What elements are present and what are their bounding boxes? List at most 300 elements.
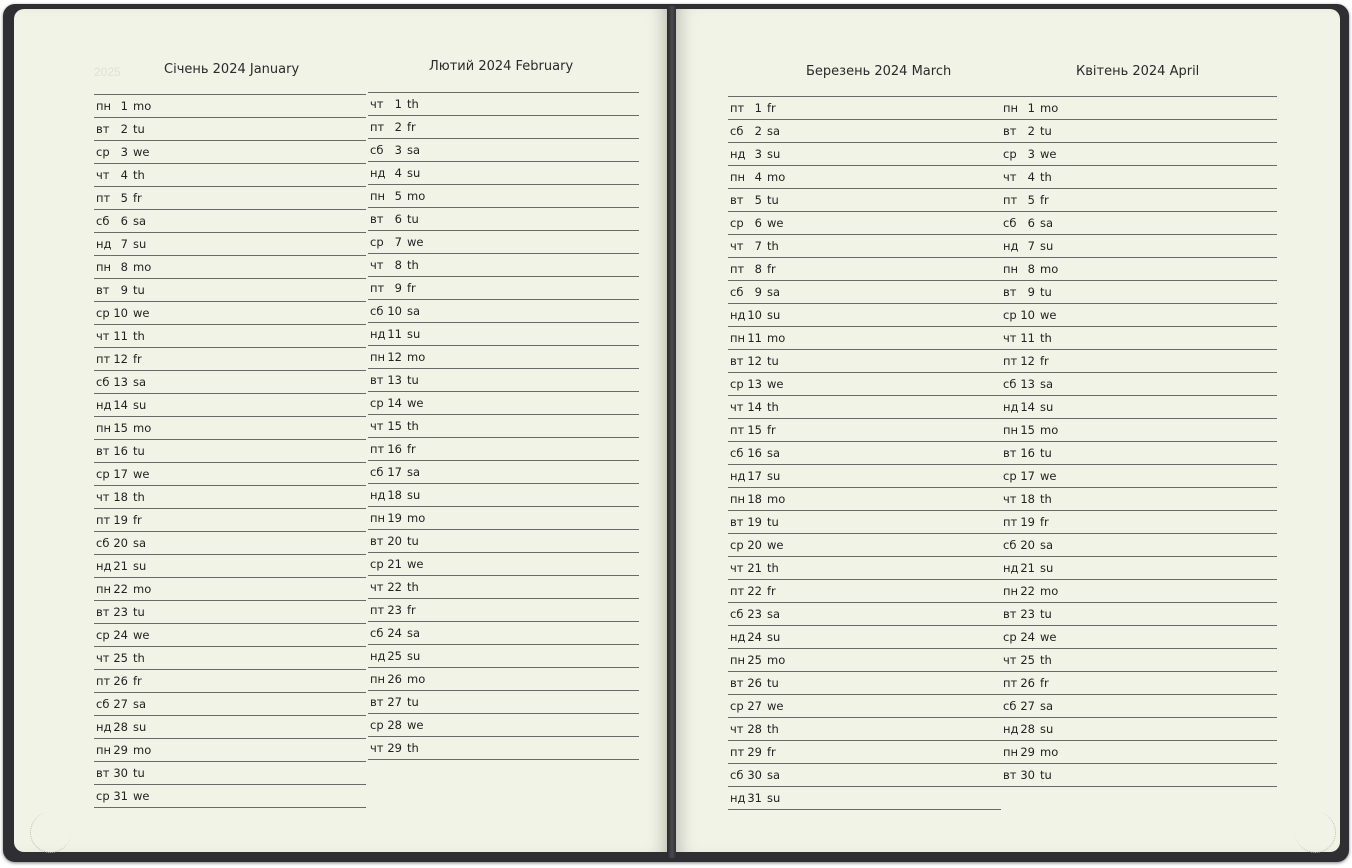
day-row[interactable] [728, 740, 1001, 764]
day-row[interactable] [728, 579, 1001, 603]
day-row[interactable] [368, 621, 639, 645]
day-row[interactable] [94, 94, 366, 118]
weekday-en: su [767, 308, 781, 322]
day-row[interactable] [368, 437, 639, 461]
day-row[interactable] [94, 692, 366, 716]
day-number: 23 [113, 605, 128, 619]
weekday-en: mo [133, 260, 152, 274]
weekday-ua: чт [96, 168, 110, 182]
weekday-ua: чт [96, 329, 110, 343]
day-row[interactable] [1001, 234, 1277, 258]
weekday-en: sa [767, 446, 781, 460]
day-number: 19 [747, 515, 762, 529]
day-row[interactable] [94, 485, 366, 509]
day-row[interactable] [728, 717, 1001, 741]
day-number: 12 [113, 352, 128, 366]
weekday-ua: сб [1003, 377, 1017, 391]
day-row[interactable] [1001, 579, 1277, 603]
day-row[interactable] [728, 786, 1001, 810]
day-row[interactable] [728, 211, 1001, 235]
weekday-en: th [407, 97, 419, 111]
day-row[interactable] [1001, 648, 1277, 672]
day-row[interactable] [368, 345, 639, 369]
weekday-en: su [1040, 239, 1054, 253]
day-row[interactable] [94, 163, 366, 187]
day-row[interactable] [368, 92, 639, 116]
day-row[interactable] [1001, 625, 1277, 649]
weekday-ua: нд [1003, 722, 1019, 736]
day-row[interactable] [94, 117, 366, 141]
day-number: 11 [747, 331, 762, 345]
weekday-ua: пн [1003, 745, 1019, 759]
weekday-ua: ср [370, 557, 384, 571]
day-row[interactable] [368, 483, 639, 507]
day-row[interactable] [94, 232, 366, 256]
day-row[interactable] [728, 280, 1001, 304]
weekday-en: we [407, 235, 424, 249]
weekday-ua: пт [96, 674, 111, 688]
weekday-ua: пт [96, 191, 111, 205]
day-row[interactable] [94, 646, 366, 670]
weekday-en: tu [133, 283, 145, 297]
day-row[interactable] [728, 303, 1001, 327]
weekday-ua: сб [370, 304, 384, 318]
day-row[interactable] [1001, 602, 1277, 626]
day-row[interactable] [368, 644, 639, 668]
day-number: 16 [747, 446, 762, 460]
weekday-ua: сб [96, 214, 110, 228]
weekday-en: th [407, 580, 419, 594]
day-row[interactable] [94, 255, 366, 279]
day-row[interactable] [728, 602, 1001, 626]
weekday-en: we [133, 467, 150, 481]
day-number: 17 [113, 467, 128, 481]
day-row[interactable] [728, 119, 1001, 143]
weekday-ua: пн [370, 511, 386, 525]
day-row[interactable] [94, 416, 366, 440]
day-row[interactable] [94, 324, 366, 348]
day-row[interactable] [1001, 165, 1277, 189]
weekday-ua: вт [370, 695, 384, 709]
day-row[interactable] [368, 299, 639, 323]
day-row[interactable] [94, 278, 366, 302]
weekday-en: tu [133, 605, 145, 619]
day-row[interactable] [368, 414, 639, 438]
weekday-ua: пн [1003, 423, 1019, 437]
day-row[interactable] [728, 349, 1001, 373]
weekday-ua: пн [96, 743, 112, 757]
day-number: 20 [747, 538, 762, 552]
day-number: 16 [387, 442, 402, 456]
weekday-en: mo [133, 421, 152, 435]
day-number: 9 [394, 281, 402, 295]
weekday-ua: нд [96, 237, 112, 251]
day-row[interactable] [1001, 303, 1277, 327]
day-number: 7 [754, 239, 762, 253]
weekday-en: su [407, 166, 421, 180]
day-row[interactable] [368, 506, 639, 530]
day-row[interactable] [368, 713, 639, 737]
day-row[interactable] [368, 253, 639, 277]
weekday-en: su [767, 147, 781, 161]
day-number: 15 [387, 419, 402, 433]
day-row[interactable] [94, 554, 366, 578]
day-row[interactable] [368, 598, 639, 622]
day-row[interactable] [94, 347, 366, 371]
weekday-ua: нд [370, 488, 386, 502]
day-number: 20 [113, 536, 128, 550]
day-row[interactable] [368, 460, 639, 484]
weekday-en: tu [407, 212, 419, 226]
day-row[interactable] [368, 736, 639, 760]
day-row[interactable] [728, 694, 1001, 718]
day-row[interactable] [728, 464, 1001, 488]
weekday-en: fr [767, 101, 776, 115]
day-row[interactable] [728, 372, 1001, 396]
weekday-en: we [1040, 308, 1057, 322]
day-row[interactable] [1001, 510, 1277, 534]
weekday-en: su [1040, 400, 1054, 414]
weekday-ua: чт [730, 239, 744, 253]
day-row[interactable] [728, 142, 1001, 166]
weekday-ua: нд [1003, 561, 1019, 575]
day-row[interactable] [94, 393, 366, 417]
day-number: 22 [1020, 584, 1035, 598]
weekday-en: mo [407, 189, 426, 203]
weekday-en: su [767, 469, 781, 483]
day-row[interactable] [368, 368, 639, 392]
day-number: 24 [747, 630, 762, 644]
day-row[interactable] [94, 370, 366, 394]
day-row[interactable] [368, 322, 639, 346]
weekday-ua: сб [370, 465, 384, 479]
day-row[interactable] [94, 577, 366, 601]
day-row[interactable] [1001, 280, 1277, 304]
day-row[interactable] [728, 257, 1001, 281]
weekday-en: th [767, 239, 779, 253]
day-number: 29 [387, 741, 402, 755]
day-number: 2 [754, 124, 762, 138]
day-number: 28 [1020, 722, 1035, 736]
day-row[interactable] [1001, 142, 1277, 166]
weekday-en: fr [407, 120, 416, 134]
day-number: 13 [1020, 377, 1035, 391]
day-row[interactable] [728, 510, 1001, 534]
day-number: 5 [754, 193, 762, 207]
day-row[interactable] [1001, 418, 1277, 442]
day-row[interactable] [94, 186, 366, 210]
day-number: 11 [1020, 331, 1035, 345]
day-number: 12 [387, 350, 402, 364]
day-number: 26 [747, 676, 762, 690]
day-row[interactable] [368, 391, 639, 415]
weekday-en: su [767, 630, 781, 644]
weekday-ua: нд [370, 649, 386, 663]
weekday-ua: пт [730, 262, 745, 276]
day-number: 13 [747, 377, 762, 391]
weekday-ua: ср [370, 396, 384, 410]
weekday-ua: пт [1003, 354, 1018, 368]
day-number: 17 [1020, 469, 1035, 483]
day-row[interactable] [94, 715, 366, 739]
day-number: 14 [113, 398, 128, 412]
day-row[interactable] [1001, 694, 1277, 718]
weekday-en: su [1040, 561, 1054, 575]
weekday-ua: чт [370, 419, 384, 433]
weekday-ua: сб [1003, 538, 1017, 552]
day-row[interactable] [1001, 372, 1277, 396]
day-number: 13 [113, 375, 128, 389]
weekday-en: mo [1040, 101, 1059, 115]
weekday-en: tu [407, 695, 419, 709]
weekday-en: fr [133, 191, 142, 205]
day-row[interactable] [1001, 96, 1277, 120]
weekday-en: th [1040, 653, 1052, 667]
day-row[interactable] [1001, 441, 1277, 465]
day-number: 31 [113, 789, 128, 803]
weekday-en: fr [133, 352, 142, 366]
day-row[interactable] [1001, 257, 1277, 281]
day-number: 28 [113, 720, 128, 734]
weekday-en: sa [1040, 377, 1054, 391]
weekday-en: we [767, 377, 784, 391]
day-row[interactable] [728, 165, 1001, 189]
weekday-ua: чт [370, 741, 384, 755]
day-number: 21 [1020, 561, 1035, 575]
day-row[interactable] [94, 508, 366, 532]
weekday-ua: пн [730, 170, 746, 184]
day-row[interactable] [94, 301, 366, 325]
weekday-ua: вт [370, 212, 384, 226]
day-row[interactable] [94, 738, 366, 762]
weekday-en: su [133, 237, 147, 251]
day-row[interactable] [728, 234, 1001, 258]
weekday-en: sa [767, 285, 781, 299]
weekday-en: fr [767, 584, 776, 598]
weekday-en: th [767, 561, 779, 575]
day-row[interactable] [94, 669, 366, 693]
weekday-ua: нд [730, 147, 746, 161]
day-row[interactable] [728, 648, 1001, 672]
weekday-ua: вт [1003, 285, 1017, 299]
weekday-en: th [133, 490, 145, 504]
weekday-ua: вт [730, 193, 744, 207]
day-row[interactable] [94, 623, 366, 647]
day-row[interactable] [368, 690, 639, 714]
weekday-en: sa [133, 697, 147, 711]
weekday-ua: вт [96, 122, 110, 136]
day-row[interactable] [728, 556, 1001, 580]
weekday-en: tu [767, 515, 779, 529]
weekday-ua: вт [730, 676, 744, 690]
day-row[interactable] [1001, 717, 1277, 741]
weekday-ua: вт [730, 354, 744, 368]
weekday-ua: пн [370, 350, 386, 364]
day-row[interactable] [728, 395, 1001, 419]
day-row[interactable] [1001, 119, 1277, 143]
day-number: 9 [1027, 285, 1035, 299]
weekday-ua: нд [96, 720, 112, 734]
weekday-ua: сб [730, 446, 744, 460]
day-number: 26 [387, 672, 402, 686]
day-number: 24 [387, 626, 402, 640]
day-row[interactable] [94, 209, 366, 233]
day-row[interactable] [368, 529, 639, 553]
weekday-ua: чт [730, 561, 744, 575]
day-row[interactable] [728, 533, 1001, 557]
day-row[interactable] [1001, 188, 1277, 212]
day-row[interactable] [728, 441, 1001, 465]
weekday-ua: ср [1003, 630, 1017, 644]
day-number: 11 [113, 329, 128, 343]
day-number: 18 [387, 488, 402, 502]
weekday-ua: вт [1003, 768, 1017, 782]
day-number: 6 [394, 212, 402, 226]
day-number: 23 [747, 607, 762, 621]
weekday-ua: вт [96, 283, 110, 297]
day-number: 19 [1020, 515, 1035, 529]
day-number: 6 [754, 216, 762, 230]
day-row[interactable] [1001, 763, 1277, 787]
day-row[interactable] [1001, 533, 1277, 557]
weekday-ua: нд [730, 630, 746, 644]
weekday-en: mo [133, 743, 152, 757]
day-row[interactable] [94, 784, 366, 808]
day-row[interactable] [368, 575, 639, 599]
day-row[interactable] [368, 184, 639, 208]
weekday-en: sa [133, 375, 147, 389]
day-number: 5 [1027, 193, 1035, 207]
day-row[interactable] [1001, 349, 1277, 373]
weekday-en: mo [407, 672, 426, 686]
day-number: 16 [1020, 446, 1035, 460]
day-row[interactable] [368, 276, 639, 300]
day-number: 20 [1020, 538, 1035, 552]
weekday-ua: нд [1003, 400, 1019, 414]
day-row[interactable] [94, 531, 366, 555]
weekday-ua: пн [730, 653, 746, 667]
weekday-ua: пт [730, 584, 745, 598]
weekday-en: fr [133, 674, 142, 688]
weekday-en: mo [407, 350, 426, 364]
weekday-en: fr [133, 513, 142, 527]
day-row[interactable] [1001, 395, 1277, 419]
day-number: 19 [113, 513, 128, 527]
day-row[interactable] [728, 487, 1001, 511]
day-row[interactable] [94, 439, 366, 463]
weekday-ua: вт [1003, 124, 1017, 138]
day-number: 25 [747, 653, 762, 667]
weekday-en: mo [767, 331, 786, 345]
day-row[interactable] [728, 326, 1001, 350]
weekday-en: tu [1040, 285, 1052, 299]
day-row[interactable] [94, 600, 366, 624]
day-number: 30 [113, 766, 128, 780]
day-row[interactable] [368, 138, 639, 162]
day-row[interactable] [728, 671, 1001, 695]
day-number: 6 [120, 214, 128, 228]
day-number: 10 [113, 306, 128, 320]
day-number: 29 [1020, 745, 1035, 759]
day-row[interactable] [1001, 464, 1277, 488]
weekday-ua: ср [96, 628, 110, 642]
weekday-en: tu [1040, 768, 1052, 782]
day-row[interactable] [1001, 211, 1277, 235]
weekday-en: th [1040, 492, 1052, 506]
weekday-ua: сб [96, 536, 110, 550]
weekday-ua: пн [1003, 101, 1019, 115]
day-row[interactable] [368, 115, 639, 139]
weekday-en: tu [133, 444, 145, 458]
day-row[interactable] [728, 418, 1001, 442]
weekday-en: tu [407, 373, 419, 387]
weekday-ua: пн [96, 99, 112, 113]
day-row[interactable] [368, 667, 639, 691]
weekday-ua: нд [96, 398, 112, 412]
weekday-ua: ср [730, 699, 744, 713]
weekday-en: tu [1040, 124, 1052, 138]
weekday-ua: сб [730, 768, 744, 782]
weekday-en: th [133, 651, 145, 665]
weekday-en: th [133, 329, 145, 343]
weekday-en: tu [767, 354, 779, 368]
day-row[interactable] [728, 625, 1001, 649]
day-number: 4 [1027, 170, 1035, 184]
day-row[interactable] [1001, 487, 1277, 511]
day-number: 8 [754, 262, 762, 276]
day-row[interactable] [94, 761, 366, 785]
day-row[interactable] [728, 763, 1001, 787]
day-row[interactable] [94, 140, 366, 164]
day-number: 27 [747, 699, 762, 713]
day-row[interactable] [1001, 556, 1277, 580]
day-row[interactable] [1001, 671, 1277, 695]
weekday-en: we [407, 557, 424, 571]
day-row[interactable] [728, 96, 1001, 120]
weekday-en: mo [133, 582, 152, 596]
day-row[interactable] [368, 161, 639, 185]
day-row[interactable] [728, 188, 1001, 212]
day-row[interactable] [368, 207, 639, 231]
weekday-ua: ср [96, 467, 110, 481]
weekday-en: we [133, 789, 150, 803]
weekday-ua: пт [370, 120, 385, 134]
weekday-ua: ср [1003, 469, 1017, 483]
weekday-ua: пн [370, 189, 386, 203]
weekday-en: th [1040, 170, 1052, 184]
weekday-ua: ср [96, 306, 110, 320]
weekday-ua: пт [96, 352, 111, 366]
day-number: 16 [113, 444, 128, 458]
weekday-en: su [1040, 722, 1054, 736]
day-row[interactable] [94, 462, 366, 486]
weekday-ua: чт [1003, 331, 1017, 345]
weekday-en: sa [767, 607, 781, 621]
day-number: 21 [747, 561, 762, 575]
weekday-ua: ср [730, 216, 744, 230]
day-row[interactable] [368, 230, 639, 254]
day-row[interactable] [1001, 740, 1277, 764]
weekday-en: su [407, 327, 421, 341]
day-number: 3 [394, 143, 402, 157]
weekday-ua: пт [370, 281, 385, 295]
day-number: 7 [1027, 239, 1035, 253]
weekday-en: sa [407, 143, 421, 157]
day-number: 24 [113, 628, 128, 642]
day-row[interactable] [1001, 326, 1277, 350]
weekday-en: th [767, 400, 779, 414]
day-row[interactable] [368, 552, 639, 576]
